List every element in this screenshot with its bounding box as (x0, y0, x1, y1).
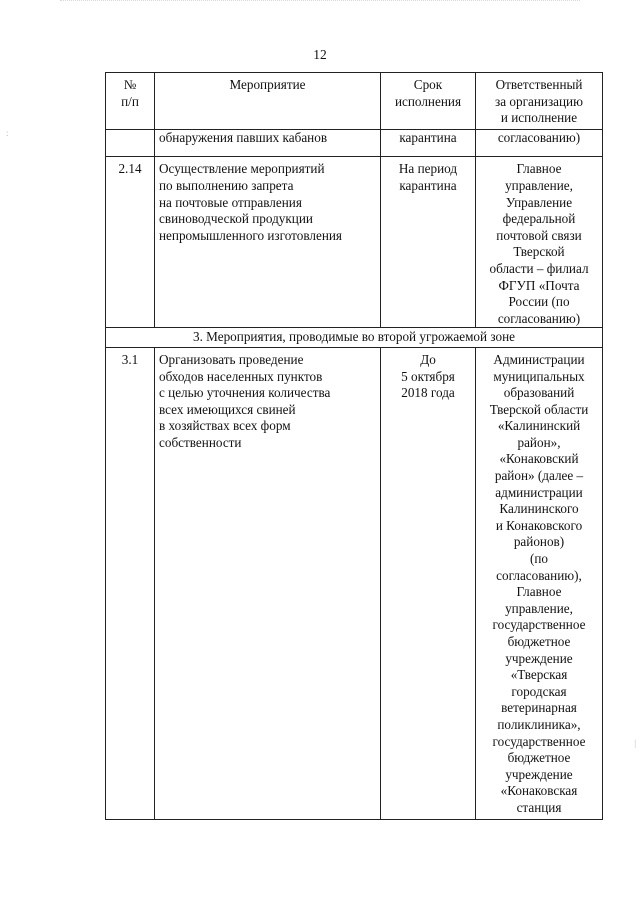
cell-responsible: Администрации муниципальных образований Тверской области «Калининский район», «Конаковский район» (далее – администрации Калининского и Конаковского районов) (по согласованию), Главное управление, государственное бюджетное учреждение «Тверская городская ветеринарная поликлиника», государственное бюджетное учреждение «Конаковская станция (476, 347, 603, 819)
cell-deadline: До 5 октября 2018 года (381, 347, 476, 819)
margin-mark: | (634, 738, 636, 748)
cell-responsible: согласованию) (476, 129, 603, 157)
cell-num (106, 129, 155, 157)
table-header-row (106, 73, 603, 130)
cell-deadline: карантина (381, 129, 476, 157)
cell-event: обнаружения павших кабанов (155, 129, 381, 157)
header-responsible: Ответственный за организацию и исполнение (476, 73, 603, 130)
cell-event: Организовать проведение обходов населенных пунктов с целью уточнения количества всех имеющихся свиней в хозяйствах всех форм собственности (155, 347, 381, 819)
table-section-heading (106, 328, 603, 348)
header-num: № п/п (106, 73, 155, 130)
margin-mark: : (6, 128, 9, 138)
table-row-2-14 (106, 157, 603, 328)
cell-num: 2.14 (106, 157, 155, 328)
table-row-continuation (106, 129, 603, 157)
cell-deadline: На период карантина (381, 157, 476, 328)
cell-num: 3.1 (106, 347, 155, 819)
page-number: 12 (313, 47, 327, 62)
header-deadline: Срок исполнения (381, 73, 476, 130)
header-event: Мероприятие (155, 73, 381, 130)
scan-edge-artifact (60, 0, 580, 7)
events-table (105, 72, 603, 820)
section-title: 3. Мероприятия, проводимые во второй угрожаемой зоне (106, 328, 603, 348)
cell-event: Осуществление мероприятий по выполнению запрета на почтовые отправления свиноводческой продукции непромышленного изготовления (155, 157, 381, 328)
cell-responsible: Главное управление, Управление федеральной почтовой связи Тверской области – филиал ФГУП «Почта России (по согласованию) (476, 157, 603, 328)
table-row-3-1 (106, 347, 603, 819)
